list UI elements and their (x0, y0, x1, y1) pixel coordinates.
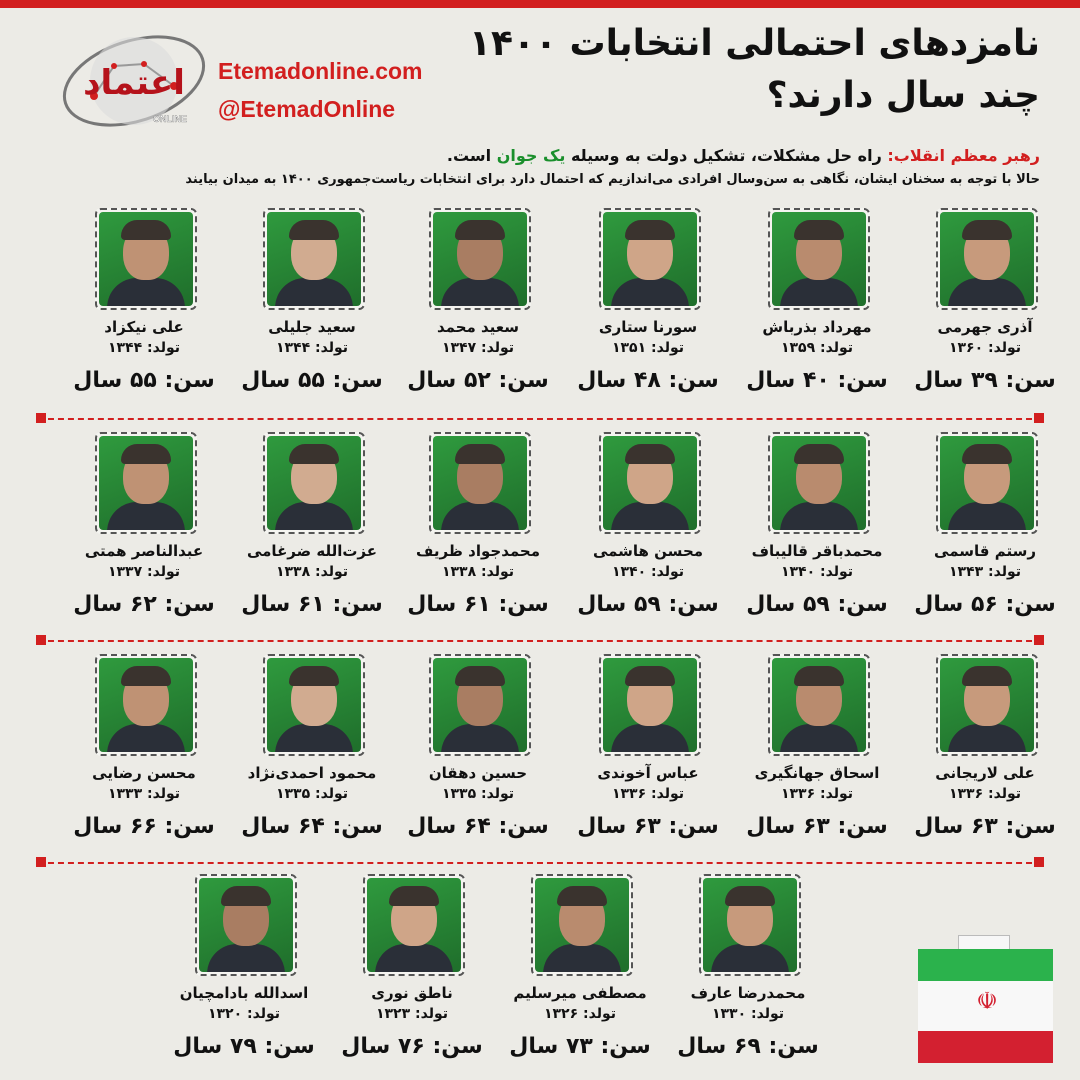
candidate-card (169, 874, 319, 1079)
candidate-name: عزت‌الله ضرغامی (246, 542, 378, 560)
candidate-age: سن: ۶۱ سال (407, 592, 549, 617)
divider-dot (36, 857, 46, 867)
candidate-card (505, 874, 655, 1079)
candidate-portrait (772, 212, 866, 306)
etemad-logo (54, 26, 214, 136)
candidate-name: ناطق نوری (371, 984, 453, 1002)
candidate-birth-year: تولد: ۱۳۳۸ (275, 564, 349, 580)
candidate-age: سن: ۶۴ سال (241, 814, 383, 839)
candidate-birth-year: تولد: ۱۳۴۰ (780, 564, 854, 580)
candidate-age: سن: ۶۲ سال (73, 592, 215, 617)
candidate-age: سن: ۶۱ سال (241, 592, 383, 617)
candidate-portrait (603, 436, 697, 530)
candidate-name: علی لاریجانی (935, 764, 1035, 782)
candidate-portrait (940, 436, 1034, 530)
candidate-name: اسحاق جهانگیری (754, 764, 880, 782)
candidate-birth-year: تولد: ۱۳۴۰ (611, 564, 685, 580)
candidate-portrait (433, 436, 527, 530)
candidate-card (237, 208, 387, 413)
candidate-birth-year: تولد: ۱۳۴۴ (275, 340, 349, 356)
candidate-portrait (99, 658, 193, 752)
candidate-birth-year: تولد: ۱۳۳۵ (275, 786, 349, 802)
candidate-card (403, 208, 553, 413)
candidate-age: سن: ۵۵ سال (73, 368, 215, 393)
candidate-birth-year: تولد: ۱۳۳۶ (948, 786, 1022, 802)
candidate-name: محسن هاشمی (592, 542, 704, 560)
logo-sub: ONLINE (152, 114, 188, 124)
candidate-age: سن: ۷۳ سال (509, 1034, 651, 1059)
portrait-frame (936, 432, 1038, 534)
candidate-birth-year: تولد: ۱۳۴۷ (441, 340, 515, 356)
row-divider (38, 418, 1042, 420)
candidate-age: سن: ۳۹ سال (914, 368, 1056, 393)
candidate-portrait (603, 212, 697, 306)
candidate-card (910, 432, 1060, 637)
candidate-birth-year: تولد: ۱۳۳۰ (711, 1006, 785, 1022)
portrait-frame (263, 654, 365, 756)
candidate-birth-year: تولد: ۱۳۴۴ (107, 340, 181, 356)
candidate-card (742, 654, 892, 859)
candidate-age: سن: ۶۴ سال (407, 814, 549, 839)
divider-dot (1034, 635, 1044, 645)
candidate-birth-year: تولد: ۱۳۴۳ (948, 564, 1022, 580)
portrait-frame (768, 654, 870, 756)
candidate-age: سن: ۷۹ سال (173, 1034, 315, 1059)
candidate-name: محمود احمدی‌نژاد (247, 764, 377, 782)
candidate-portrait (603, 658, 697, 752)
candidate-name: اسدالله بادامچیان (179, 984, 309, 1002)
portrait-frame (936, 208, 1038, 310)
candidate-portrait (940, 658, 1034, 752)
portrait-frame (95, 654, 197, 756)
candidate-portrait (433, 212, 527, 306)
portrait-frame (599, 208, 701, 310)
flag-red-band (918, 1031, 1053, 1063)
portrait-frame (599, 654, 701, 756)
candidate-age: سن: ۵۲ سال (407, 368, 549, 393)
divider-dot (36, 635, 46, 645)
candidate-portrait (199, 878, 293, 972)
candidate-age: سن: ۶۳ سال (746, 814, 888, 839)
quote-text-after: است. (446, 146, 497, 165)
candidate-age: سن: ۶۹ سال (677, 1034, 819, 1059)
candidate-birth-year: تولد: ۱۳۲۳ (375, 1006, 449, 1022)
candidate-portrait (772, 436, 866, 530)
portrait-frame (699, 874, 801, 976)
divider-dot (1034, 413, 1044, 423)
candidate-birth-year: تولد: ۱۳۳۷ (107, 564, 181, 580)
portrait-frame (195, 874, 297, 976)
candidate-portrait (535, 878, 629, 972)
candidate-birth-year: تولد: ۱۳۳۳ (107, 786, 181, 802)
candidate-name: علی نیکزاد (104, 318, 184, 336)
portrait-frame (936, 654, 1038, 756)
top-accent-bar (0, 0, 1080, 8)
divider-dot (36, 413, 46, 423)
candidate-birth-year: تولد: ۱۳۳۸ (441, 564, 515, 580)
candidate-age: سن: ۴۸ سال (577, 368, 719, 393)
portrait-frame (768, 208, 870, 310)
candidate-name: آذری جهرمی (937, 318, 1033, 336)
candidate-portrait (433, 658, 527, 752)
subtitle: حالا با توجه به سخنان ایشان، نگاهی به سن‌وسال افرادی می‌اندازیم که احتمال دارد برای انتخابات ریاست‌جمهوری ۱۴۰۰ به میدان بیایند (185, 172, 1040, 187)
quote-text-before: راه حل مشکلات، تشکیل دولت به وسیله (565, 146, 888, 165)
candidate-name: محمدجواد ظریف (415, 542, 541, 560)
social-handle[interactable]: @EtemadOnline (218, 96, 396, 122)
leader-quote (447, 146, 1040, 165)
candidate-portrait (267, 212, 361, 306)
row-divider (38, 862, 1042, 864)
candidate-name: مصطفی میرسلیم (513, 984, 647, 1002)
title-line-1: نامزدهای احتمالی انتخابات ۱۴۰۰ (469, 23, 1040, 64)
candidate-age: سن: ۵۵ سال (241, 368, 383, 393)
candidate-card (573, 208, 723, 413)
page-title (469, 18, 1040, 122)
candidate-card (573, 654, 723, 859)
candidate-card (69, 654, 219, 859)
candidate-card (742, 432, 892, 637)
candidate-card (910, 654, 1060, 859)
candidate-card (337, 874, 487, 1079)
portrait-frame (429, 654, 531, 756)
candidate-name: سعید جلیلی (268, 318, 356, 336)
candidate-portrait (267, 658, 361, 752)
candidate-card (910, 208, 1060, 413)
portrait-frame (599, 432, 701, 534)
candidate-portrait (367, 878, 461, 972)
logo-text: اعتماد (83, 63, 185, 103)
site-url[interactable]: Etemadonline.com (218, 58, 423, 84)
candidate-age: سن: ۴۰ سال (746, 368, 888, 393)
candidate-card (403, 432, 553, 637)
ballot-box-illustration (918, 935, 1058, 1065)
candidate-portrait (703, 878, 797, 972)
candidate-name: رستم قاسمی (934, 542, 1036, 560)
candidate-birth-year: تولد: ۱۳۳۶ (611, 786, 685, 802)
candidate-age: سن: ۵۶ سال (914, 592, 1056, 617)
candidate-birth-year: تولد: ۱۳۵۹ (780, 340, 854, 356)
candidate-card (69, 208, 219, 413)
candidate-name: محمدرضا عارف (690, 984, 806, 1002)
row-divider (38, 640, 1042, 642)
candidate-birth-year: تولد: ۱۳۶۰ (948, 340, 1022, 356)
portrait-frame (263, 208, 365, 310)
candidate-age: سن: ۶۳ سال (577, 814, 719, 839)
portrait-frame (95, 208, 197, 310)
portrait-frame (768, 432, 870, 534)
candidate-portrait (267, 436, 361, 530)
candidate-name: سورنا ستاری (598, 318, 698, 336)
portrait-frame (429, 432, 531, 534)
candidate-portrait (940, 212, 1034, 306)
candidate-name: محسن رضایی (92, 764, 196, 782)
candidate-portrait (772, 658, 866, 752)
candidate-portrait (99, 436, 193, 530)
iran-emblem-icon: ☫ (976, 987, 998, 1015)
portrait-frame (95, 432, 197, 534)
candidate-name: حسین دهقان (428, 764, 528, 782)
candidate-card (403, 654, 553, 859)
portrait-frame (429, 208, 531, 310)
candidate-birth-year: تولد: ۱۳۵۱ (611, 340, 685, 356)
candidate-name: عباس آخوندی (597, 764, 699, 782)
candidate-age: سن: ۵۹ سال (746, 592, 888, 617)
candidate-card (742, 208, 892, 413)
quote-highlight: یک جوان (496, 146, 566, 165)
divider-dot (1034, 857, 1044, 867)
portrait-frame (263, 432, 365, 534)
candidate-card (69, 432, 219, 637)
candidate-age: سن: ۶۶ سال (73, 814, 215, 839)
candidate-name: عبدالناصر همتی (84, 542, 204, 560)
candidate-name: مهرداد بذرباش (762, 318, 872, 336)
quote-speaker: رهبر معظم انقلاب: (887, 146, 1040, 165)
candidate-card (573, 432, 723, 637)
portrait-frame (363, 874, 465, 976)
title-line-2: چند سال دارند؟ (766, 75, 1040, 116)
portrait-frame (531, 874, 633, 976)
candidate-birth-year: تولد: ۱۳۲۶ (543, 1006, 617, 1022)
candidate-age: سن: ۵۹ سال (577, 592, 719, 617)
candidate-age: سن: ۶۳ سال (914, 814, 1056, 839)
candidate-birth-year: تولد: ۱۳۳۵ (441, 786, 515, 802)
candidate-card (237, 432, 387, 637)
candidate-card (237, 654, 387, 859)
candidate-name: سعید محمد (436, 318, 520, 336)
flag-green-band (918, 949, 1053, 981)
candidate-name: محمدباقر قالیباف (751, 542, 883, 560)
candidate-age: سن: ۷۶ سال (341, 1034, 483, 1059)
candidate-birth-year: تولد: ۱۳۳۶ (780, 786, 854, 802)
candidate-portrait (99, 212, 193, 306)
candidate-card (673, 874, 823, 1079)
candidate-birth-year: تولد: ۱۳۲۰ (207, 1006, 281, 1022)
